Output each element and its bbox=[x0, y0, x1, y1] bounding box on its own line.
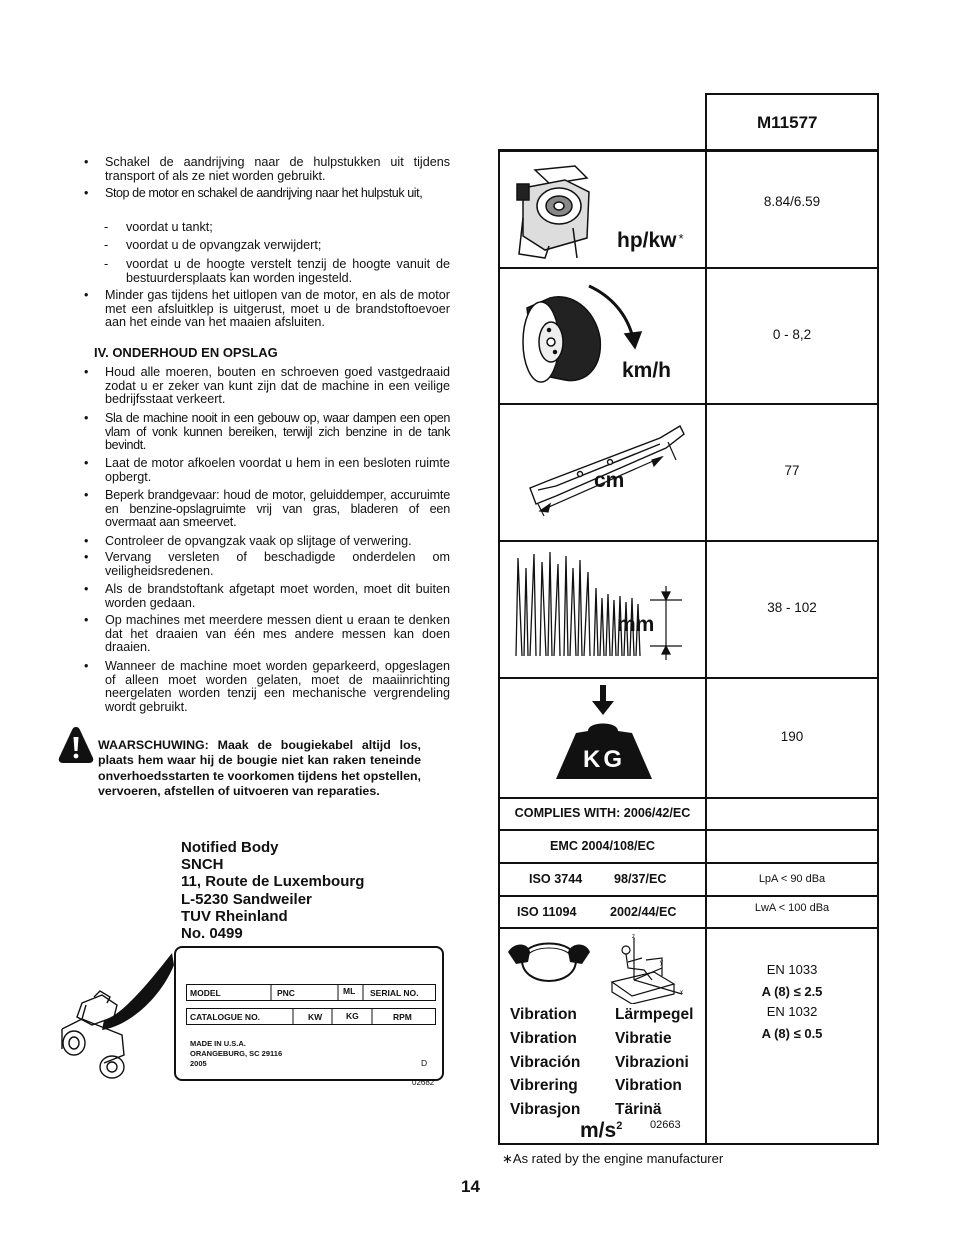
directive-2002-44: 2002/44/EC bbox=[610, 905, 677, 919]
plate-catalogue-label: CATALOGUE NO. bbox=[190, 1012, 261, 1022]
engine-icon bbox=[515, 158, 615, 264]
svg-text:y: y bbox=[660, 960, 663, 966]
plate-pnc-label: PNC bbox=[277, 988, 295, 998]
emc-directive: EMC 2004/108/EC bbox=[549, 839, 655, 853]
svg-text:x: x bbox=[680, 990, 683, 996]
vibration-icon bbox=[504, 932, 684, 1004]
grass-height-icon bbox=[510, 548, 690, 660]
dash-item: - voordat u de hoogte verstelt tenzij de hoogte vanuit de bestuurdersplaats kan worden ingesteld. bbox=[104, 257, 450, 285]
cutting-width-value: 77 bbox=[784, 463, 800, 478]
bullet-item: • Als de brandstoftank afgetapt moet worden, moet dit buiten worden gedaan. bbox=[84, 582, 450, 610]
bullet-item: • Beperk brandgevaar: houd de motor, geluiddemper, accuruimte en benzine-opslagruimte vrij van gras, bladeren of een overmaat aan smeervet. bbox=[84, 488, 450, 530]
plate-rpm-label: RPM bbox=[393, 1012, 412, 1022]
mm-label: mm bbox=[617, 613, 655, 636]
section-heading: IV. ONDERHOUD EN OPSLAG bbox=[94, 345, 278, 360]
dash-item: - voordat u tankt; bbox=[104, 220, 213, 234]
weight-value: 190 bbox=[780, 729, 804, 744]
plate-d-mark: D bbox=[421, 1058, 428, 1068]
plate-figure-code: 02682 bbox=[412, 1078, 435, 1087]
bullet-item: • Schakel de aandrijving naar de hulpstukken uit tijdens transport of als ze niet worden gebruikt. bbox=[84, 155, 450, 183]
bullet-item: • Stop de motor en schakel de aandrijving naar het hulpstuk uit, bbox=[84, 186, 423, 200]
cm-label: cm bbox=[594, 469, 625, 492]
directive-98-37: 98/37/EC bbox=[614, 872, 667, 886]
plate-year: 2005 bbox=[190, 1059, 207, 1068]
plate-kw-label: KW bbox=[308, 1012, 323, 1022]
notified-body: Notified Body SNCH 11, Route de Luxembourg L-5230 Sandweiler TUV Rheinland No. 0499 bbox=[181, 839, 365, 943]
dash-item: - voordat u de opvangzak verwijdert; bbox=[104, 238, 322, 252]
cutting-height-value: 38 - 102 bbox=[767, 600, 817, 615]
ms2-unit: $m/s^2$ bbox=[580, 1119, 623, 1142]
iso-11094: ISO 11094 bbox=[517, 905, 577, 919]
plate-made-city: ORANGEBURG, SC 29116 bbox=[190, 1049, 283, 1058]
bullet-item: • Sla de machine nooit in een gebouw op, waar dampen een open vlam of vonk kunnen bereiken, terwijl zich benzine in de tank bevindt. bbox=[84, 411, 450, 453]
vibration-figure-code: 02663 bbox=[650, 1119, 681, 1131]
plate-made-in: MADE IN U.S.A. bbox=[190, 1039, 246, 1048]
warning-text: WAARSCHUWING: Maak de bougiekabel altijd los, plaats hem waar hij de bougie niet kan raken teneinde onverhoedsstarten te voorkomen tijdens het opstellen, vervoeren, afstellen of uitvoeren van reparaties. bbox=[98, 738, 421, 799]
hp-kw-label: hp/kw * bbox=[617, 229, 684, 252]
hp-kw-value: 8.84/6.59 bbox=[763, 194, 821, 209]
warning-triangle-icon bbox=[57, 725, 95, 765]
footnote: ∗As rated by the engine manufacturer bbox=[502, 1151, 724, 1166]
bullet-item: • Op machines met meerdere messen dient u eraan te denken dat het draaien van één mes andere messen kan doen draaien. bbox=[84, 613, 450, 655]
bullet-item: • Laat de motor afkoelen voordat u hem in een besloten ruimte opbergt. bbox=[84, 456, 450, 484]
km-h-label: km/h bbox=[622, 359, 672, 382]
plate-kg-label: KG bbox=[346, 1011, 359, 1021]
bullet-item: • Houd alle moeren, bouten en schroeven goed vastgedraaid zodat u er zeker van kunt zijn dat de machine in een veilige bedrijfsstaat verkeert. bbox=[84, 365, 450, 407]
mower-illustration bbox=[52, 945, 192, 1085]
page-number: 14 bbox=[461, 1177, 480, 1196]
complies-with: COMPLIES WITH: 2006/42/EC bbox=[514, 806, 691, 820]
model-number: M11577 bbox=[757, 113, 818, 132]
lpa-value: LpA < 90 dBa bbox=[758, 873, 826, 885]
plate-model-label: MODEL bbox=[190, 988, 221, 998]
bullet-item: • Controleer de opvangzak vaak op slijtage of verwering. bbox=[84, 534, 412, 548]
weight-kg-label: KG bbox=[583, 746, 625, 773]
bullet-item: • Minder gas tijdens het uitlopen van de motor, en als de motor met een afsluitklep is uitgerust, moet u de brandstoftoevoer aan het einde van het maaien afsluiten. bbox=[84, 288, 450, 330]
plate-ml-label: ML bbox=[343, 986, 356, 996]
lwa-value: LwA < 100 dBa bbox=[754, 902, 830, 914]
iso-3744: ISO 3744 bbox=[529, 872, 583, 886]
speed-value: 0 - 8,2 bbox=[772, 327, 812, 342]
bullet-item: • Wanneer de machine moet worden geparkeerd, opgeslagen of alleen moet worden gelaten, moet de maaiinrichting neergelaten worden tenzij een mechanische vergrendeling wordt gebruikt. bbox=[84, 659, 450, 714]
svg-text:z: z bbox=[632, 934, 635, 940]
bullet-item: • Vervang versleten of beschadigde onderdelen om veiligheidsredenen. bbox=[84, 550, 450, 578]
plate-serial-label: SERIAL NO. bbox=[370, 988, 419, 998]
